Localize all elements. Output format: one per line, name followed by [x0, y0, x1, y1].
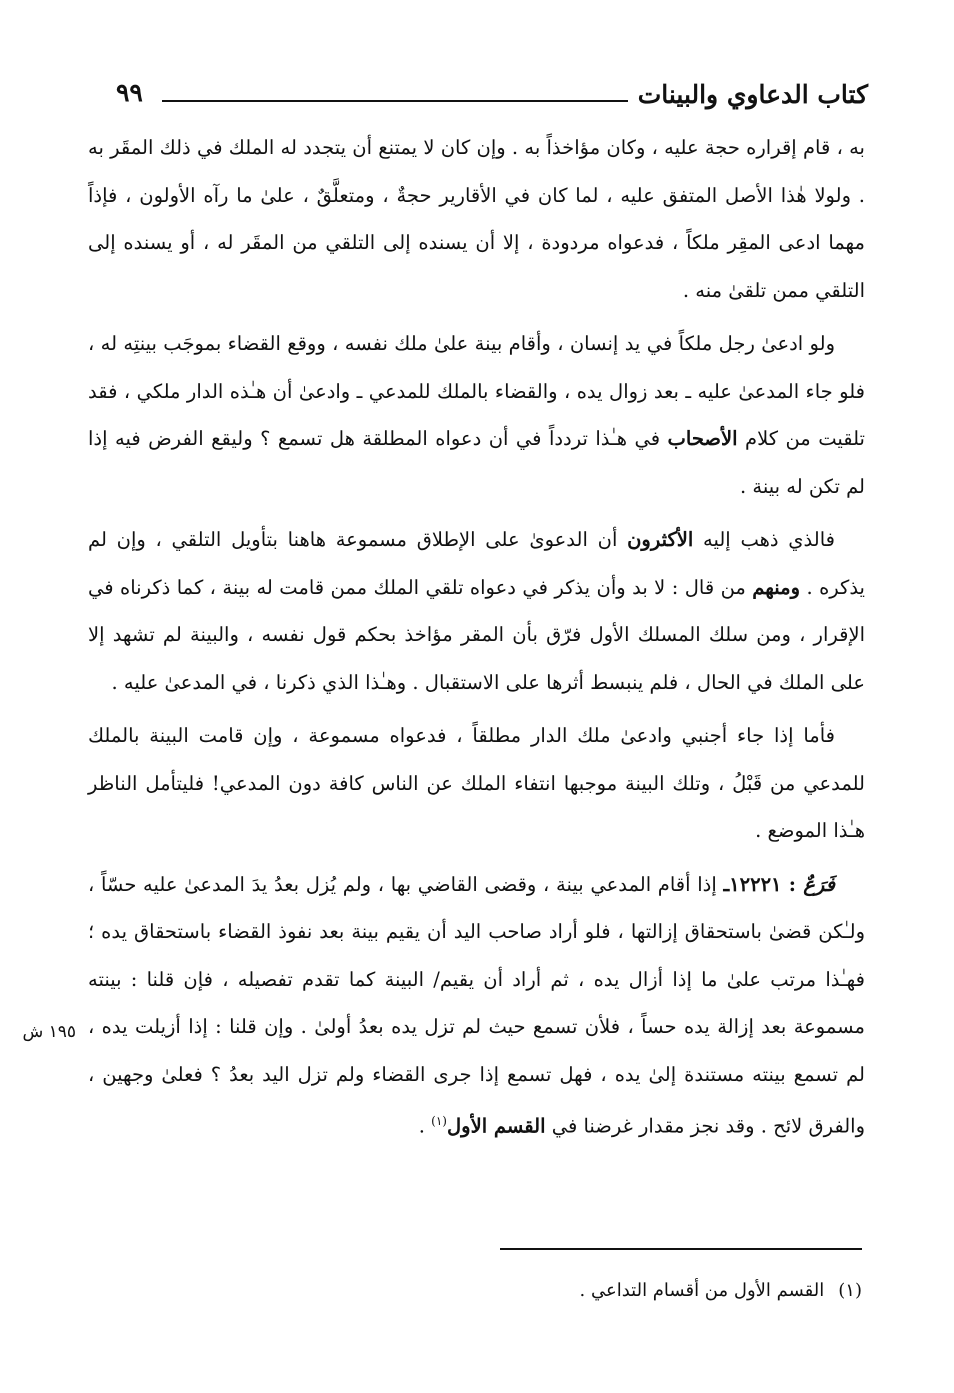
header-rule [162, 100, 628, 102]
running-title: كتاب الدعاوي والبينات [637, 80, 868, 109]
footnote-text: القسم الأول من أقسام التداعي . [579, 1280, 825, 1301]
paragraph-2-text-a: ولو ادعىٰ رجل ملكاً في يد إنسان ، وأقام بينة علىٰ ملك نفسه ، ووقع القضاء بموجَب بينتِه له ، فلو جاء المدعىٰ عليه ـ بعد زوال يده ، والقضاء بالملك للمدعي ـ وادعىٰ أن هـٰذه الدار ملكي ، فقد تلقيت من كلام [88, 332, 865, 450]
paragraph-2 [88, 320, 865, 510]
paragraph-3-text-a: فالذي ذهب إليه [693, 528, 835, 551]
paragraph-3-bold-2: ومنهم [752, 575, 801, 599]
paragraph-4: فأما إذا جاء أجنبي وادعىٰ ملك الدار مطلقاً ، فدعواه مسموعة ، وإن قامت البينة بالملك للمدعي من قَبْلُ ، وتلك البينة موجبها انتفاء الملك عن الناس كافة دون المدعي! فليتأمل الناظر هـٰذا الموضع . [88, 724, 865, 842]
paragraph-3-text-e: من قال : لا بد وأن يذكر في دعواه تلقي الملك ممن قامت له بينة ، كما ذكرناه في الإقرار ، ومن سلك المسلك الأول فرّق بأن المقر مؤاخذ بحكم قول نفسه ، والبينة لم تشهد إلا على الملك في الحال ، فلم ينبسط أثرها على الاستقبال . وهـٰذا الذي ذكرنا ، في المدعىٰ عليه . [88, 575, 865, 694]
paragraph-3-bold-1: الأكثرون [627, 528, 694, 551]
paragraph-5-text-a: إذا أقام المدعي بينة ، وقضى القاضي بها ، ولم يُزل بعدُ يدَ المدعىٰ عليه حسّاً ، ولـٰكن قضىٰ باستحقاق إزالتها ، فلو أراد صاحب اليد أن يقيم بينة بعد نفوذ القضاء باستحقاق يده ؛ فهـٰذا مرتب علىٰ ما إذا أزال يده ، ثم أراد أن يقيم/ البينة كما تقدم تفصيله ، فإن قلنا : بينته مسموعة بعد إزالة يده حساً ، فلأن تسمع حيث لم تزل يده بعدُ أولىٰ . وإن قلنا : إذا أزيلت يده ، لم تسمع بينته مستندة إلىٰ يده ، فهل تسمع إذا جرى القضاء ولم تزل اليد بعدُ ؟ فعلىٰ وجهين ، والفرق لائح . وقد نجز مقدار غرضنا في [88, 872, 865, 1138]
paragraph-5-text-c: . [418, 1114, 432, 1138]
footnote [300, 1278, 862, 1304]
paragraph-2-text-c: في هـٰذا تردداً في أن دعواه المطلقة هل تسمع ؟ وليقع الفرض فيه إذا لم تكن له بينة . [88, 427, 865, 498]
main-text [88, 124, 865, 1150]
issue-number: : ١٢٢٢١ـ [723, 872, 804, 896]
paragraph-1: به ، قام إقراره حجة عليه ، وكان مؤاخذاً به . وإن كان لا يمتنع أن يتجدد له الملك في ذلك المقَر به . ولولا هٰذا الأصل المتفق عليه ، لما كان في الأقارير حجةٌ ، ومتعلَّقٌ ، علىٰ ما رآه الأولون ، فإذاً مهما ادعى المقِر ملكاً ، فدعواه مردودة ، إلا أن يسنده إلى التلقي من المقَر له ، أو يسنده إلى التلقي ممن تلقىٰ منه . [88, 136, 865, 302]
footnote-reference: (١) [431, 1114, 447, 1128]
footnote-mark: (١) [838, 1280, 862, 1301]
margin-note: ١٩٥ ش [22, 1022, 76, 1042]
section-hook: فَرَعٌ [803, 872, 835, 896]
page-number: ٩٩ [116, 78, 143, 107]
paragraph-3-text-c: أن الدعوىٰ على الإطلاق مسموعة هاهنا بتأويل التلقي ، وإن لم يذكره . [88, 528, 865, 599]
paragraph-5-bold: القسم الأول [446, 1114, 546, 1138]
footnote-rule [500, 1248, 862, 1250]
paragraph-3 [88, 516, 865, 706]
paragraph-2-bold: الأصحاب [667, 427, 738, 450]
page-header [110, 78, 868, 118]
paragraph-5 [88, 861, 865, 1151]
